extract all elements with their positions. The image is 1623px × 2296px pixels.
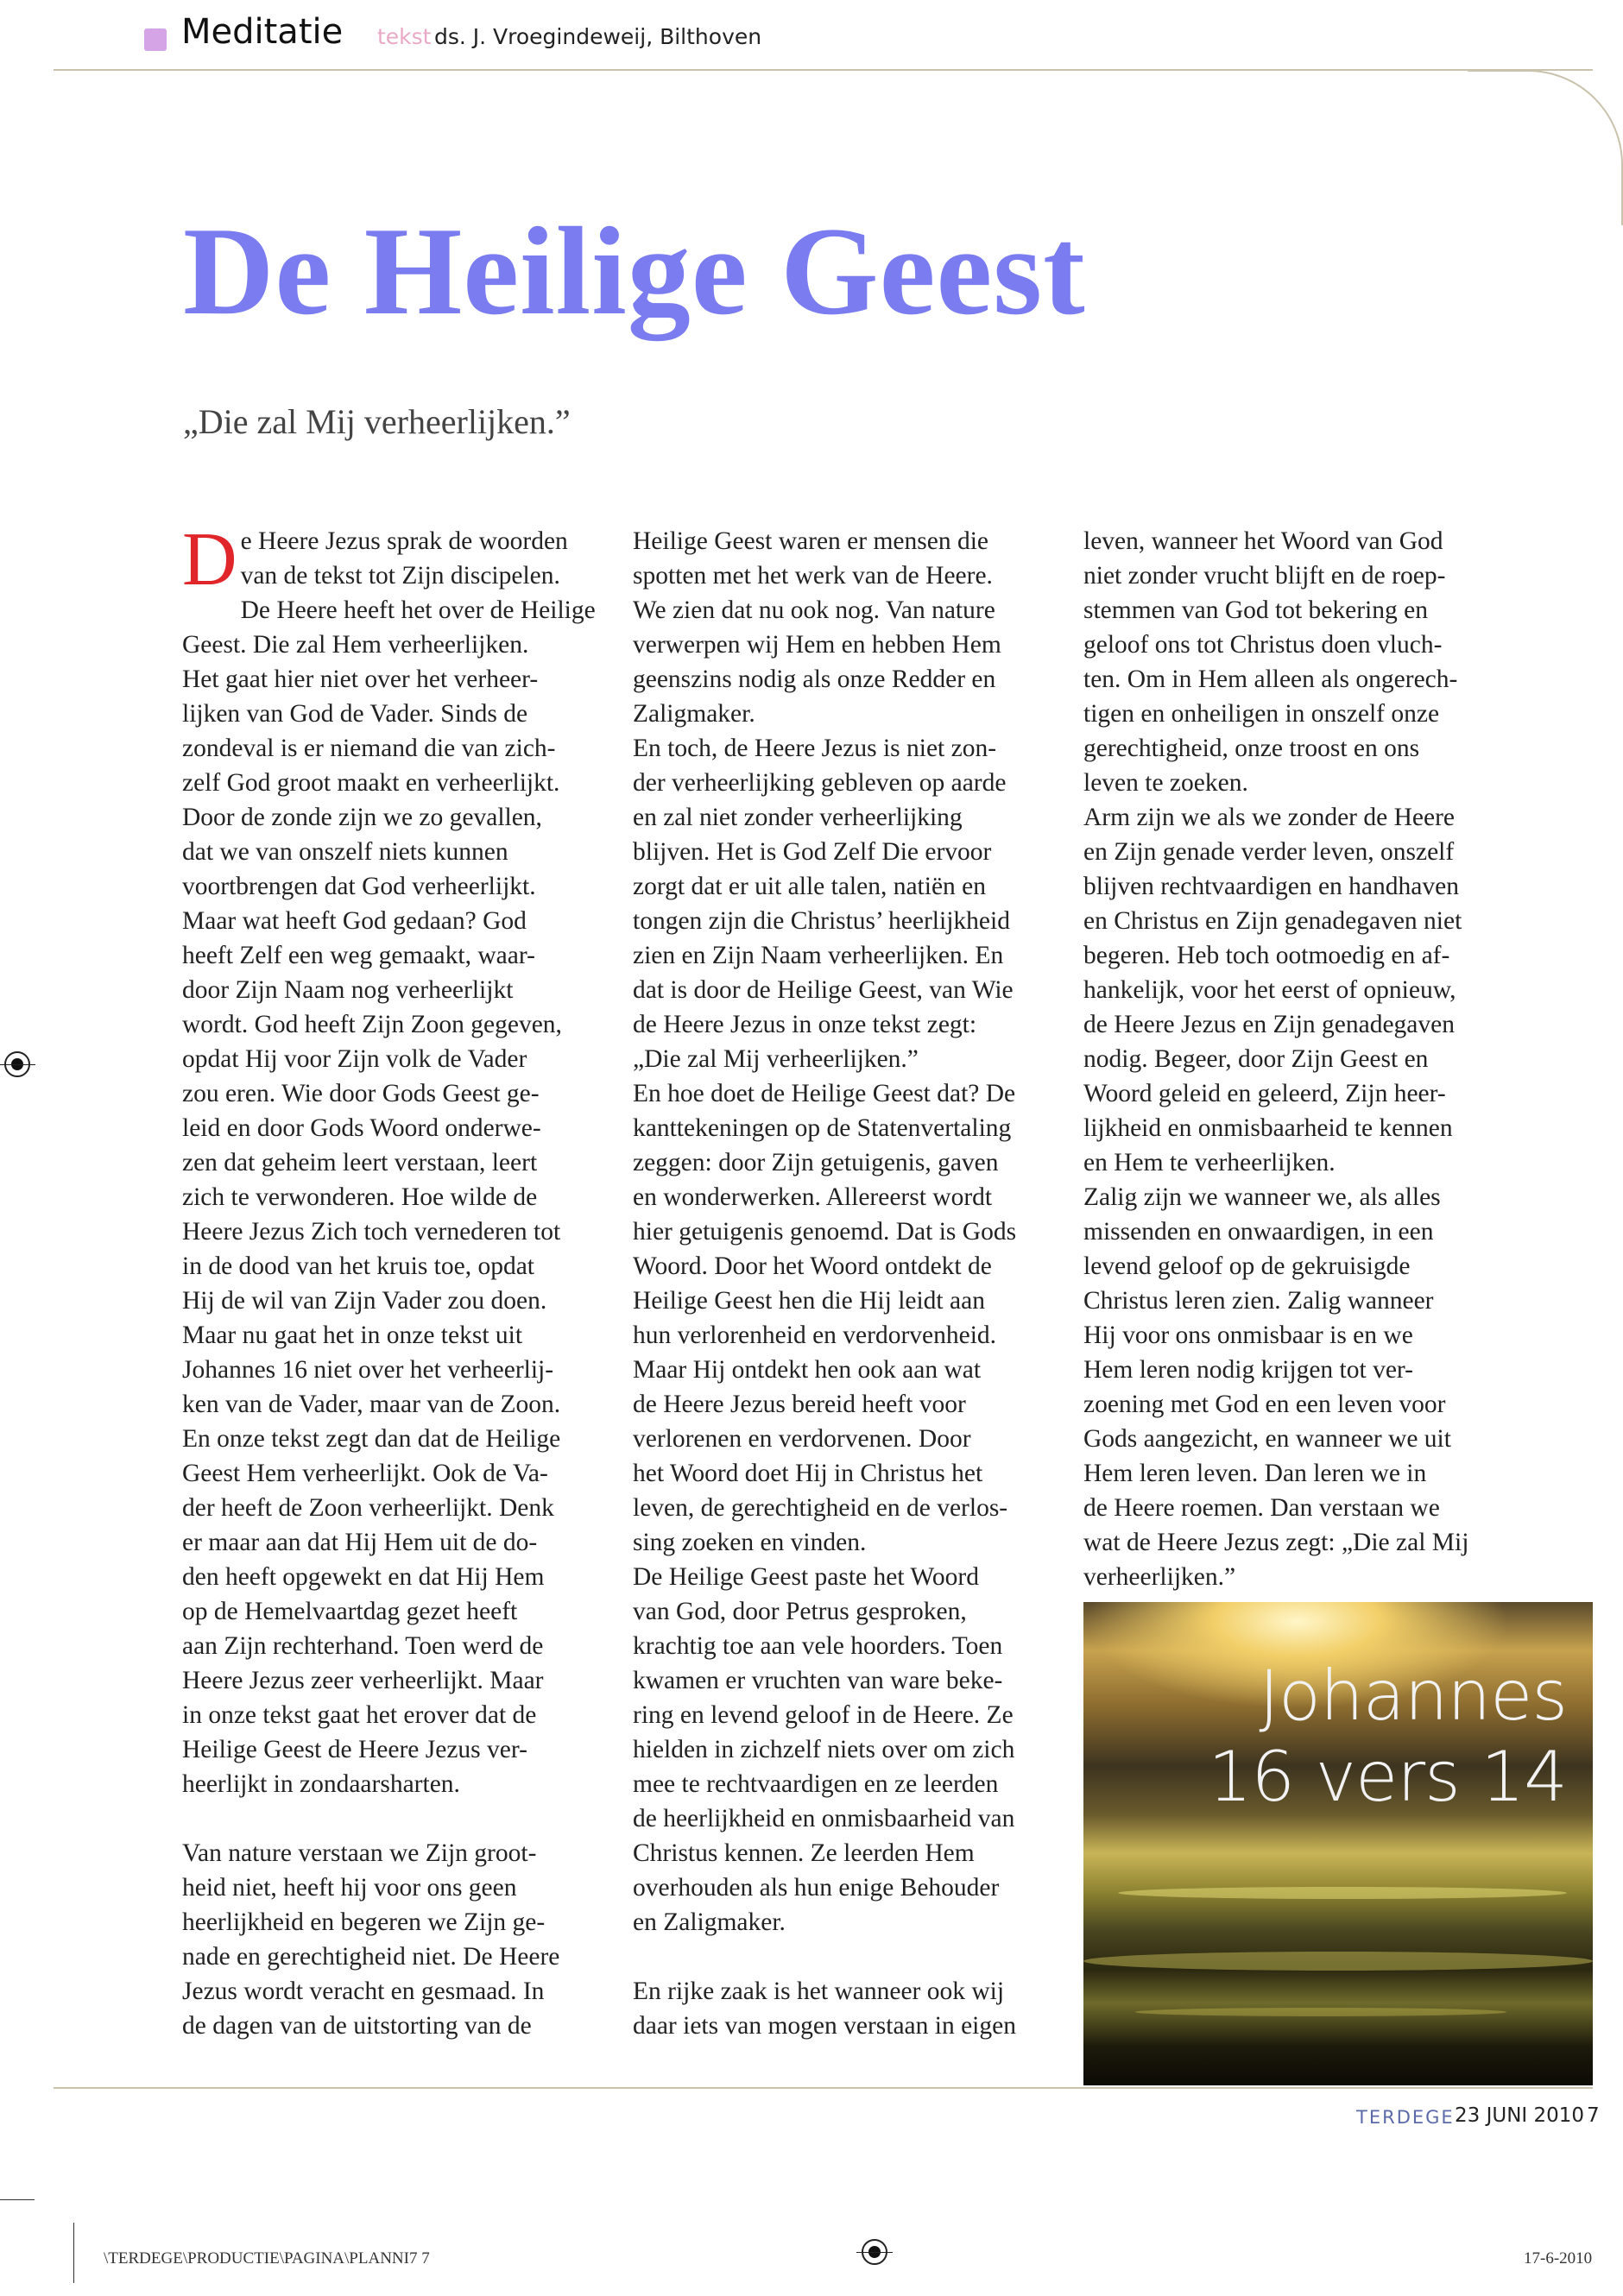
issue-date: 23 JUNI 2010	[1455, 2104, 1585, 2127]
text-line: Johannes 16 niet over het verheerlij-	[182, 1356, 554, 1384]
text-line: De Heere heeft het over de Heilige	[240, 596, 596, 624]
print-slug-date: 17-6-2010	[1524, 2249, 1593, 2268]
text-line: Heilige Geest waren er mensen die	[633, 527, 989, 555]
drop-cap: D	[182, 518, 237, 602]
text-line: Maar wat heeft God gedaan? God	[182, 907, 527, 935]
text-line: e Heere Jezus sprak de woorden	[240, 527, 568, 555]
text-line: Woord. Door het Woord ontdekt de	[633, 1252, 992, 1280]
column-1-paragraph	[182, 518, 605, 1801]
text-line: wordt. God heeft Zijn Zoon gegeven,	[182, 1011, 562, 1038]
registration-mark-icon	[4, 1051, 30, 1077]
text-line: verlorenen en verdorvenen. Door	[633, 1425, 971, 1453]
text-line: ring en levend geloof in de Heere. Ze	[633, 1701, 1014, 1729]
text-line: Gods aangezicht, en wanneer we uit	[1083, 1425, 1451, 1453]
text-line: Hem leren leven. Dan leren we in	[1083, 1460, 1427, 1487]
text-line: Hij voor ons onmisbaar is en we	[1083, 1321, 1413, 1349]
text-line: wat de Heere Jezus zegt: „Die zal Mij	[1083, 1529, 1469, 1556]
column-2-paragraph-2	[633, 1974, 1064, 2043]
text-line: geenszins nodig als onze Redder en	[633, 665, 996, 693]
caption-line-2: 16 vers 14	[1208, 1737, 1567, 1817]
text-line: Geest Hem verheerlijkt. Ook de Va-	[182, 1460, 548, 1487]
column-3-paragraph	[1083, 524, 1532, 1594]
text-line: van God, door Petrus gesproken,	[633, 1598, 967, 1625]
text-line: de dagen van de uitstorting van de	[182, 2012, 532, 2040]
column-1-paragraph-2	[182, 1836, 605, 2043]
text-line: En toch, de Heere Jezus is niet zon-	[633, 735, 997, 762]
text-line: Christus kennen. Ze leerden Hem	[633, 1839, 975, 1867]
text-line: Heilige Geest de Heere Jezus ver-	[182, 1736, 527, 1763]
text-line: en Hem te verheerlijken.	[1083, 1149, 1336, 1176]
crop-mark	[73, 2223, 74, 2283]
text-line: lijkheid en onmisbaarheid te kennen	[1083, 1114, 1453, 1142]
caption-line-1: Johannes	[1259, 1656, 1567, 1736]
text-line: nodig. Begeer, door Zijn Geest en	[1083, 1045, 1429, 1073]
print-slug-path: \TERDEGE\PRODUCTIE\PAGINA\PLANNI7 7	[104, 2249, 430, 2268]
text-line: Arm zijn we als we zonder de Heere	[1083, 804, 1456, 831]
text-line: het Woord doet Hij in Christus het	[633, 1460, 983, 1487]
text-line: Maar Hij ontdekt hen ook aan wat	[633, 1356, 982, 1384]
text-line: krachtig toe aan vele hoorders. Toen	[633, 1632, 1003, 1660]
text-line: de Heere Jezus en Zijn genadegaven	[1083, 1011, 1455, 1038]
article-subtitle: „Die zal Mij verheerlijken.”	[183, 402, 571, 441]
text-line: En rijke zaak is het wanneer ook wij	[633, 1977, 1005, 2005]
sunset-photo	[1083, 1602, 1593, 2085]
text-line: Woord geleid en geleerd, Zijn heer-	[1083, 1080, 1446, 1107]
footer-divider	[54, 2087, 1593, 2089]
text-line: daar iets van mogen verstaan in eigen	[633, 2012, 1016, 2040]
text-line: Het gaat hier niet over het verheer-	[182, 665, 539, 693]
text-line: aan Zijn rechterhand. Toen werd de	[182, 1632, 544, 1660]
text-line: En hoe doet de Heilige Geest dat? De	[633, 1080, 1016, 1107]
text-line: er maar aan dat Hij Hem uit de do-	[182, 1529, 538, 1556]
text-line: de heerlijkheid en onmisbaarheid van	[633, 1805, 1015, 1832]
text-line: dat we van onszelf niets kunnen	[182, 838, 508, 866]
text-line: zou eren. Wie door Gods Geest ge-	[182, 1080, 540, 1107]
text-line: Door de zonde zijn we zo gevallen,	[182, 804, 542, 831]
text-line: op de Hemelvaartdag gezet heeft	[182, 1598, 518, 1625]
text-line: voortbrengen dat God verheerlijkt.	[182, 873, 536, 900]
text-line: der heeft de Zoon verheerlijkt. Denk	[182, 1494, 554, 1522]
text-line: gerechtigheid, onze troost en ons	[1083, 735, 1420, 762]
text-line: de Heere Jezus in onze tekst zegt:	[633, 1011, 977, 1038]
text-line: Zalig zijn we wanneer we, als alles	[1083, 1183, 1441, 1211]
text-line: de Heere roemen. Dan verstaan we	[1083, 1494, 1440, 1522]
text-line: zoening met God en een leven voor	[1083, 1391, 1446, 1418]
text-line: leven, de gerechtigheid en de verlos-	[633, 1494, 1008, 1522]
text-line: sing zoeken en vinden.	[633, 1529, 867, 1556]
text-line: En onze tekst zegt dan dat de Heilige	[182, 1425, 561, 1453]
text-line: en Christus en Zijn genadegaven niet	[1083, 907, 1462, 935]
text-line: zelf God groot maakt en verheerlijkt.	[182, 769, 560, 797]
text-line: heeft Zelf een weg gemaakt, waar-	[182, 942, 535, 969]
text-line: in onze tekst gaat het erover dat de	[182, 1701, 537, 1729]
text-column-2	[633, 524, 1064, 2043]
text-line: overhouden als hun enige Behouder	[633, 1874, 1000, 1902]
text-line: missenden en onwaardigen, in een	[1083, 1218, 1434, 1246]
section-title: Meditatie	[181, 12, 344, 52]
text-line: leven te zoeken.	[1083, 769, 1248, 797]
water-reflection	[1118, 1887, 1567, 1899]
text-line: De Heilige Geest paste het Woord	[633, 1563, 979, 1591]
text-line: zien en Zijn Naam verheerlijken. En	[633, 942, 1004, 969]
text-line: en zal niet zonder verheerlijking	[633, 804, 963, 831]
text-line: zondeval is er niemand die van zich-	[182, 735, 556, 762]
text-line: „Die zal Mij verheerlijken.”	[633, 1045, 919, 1073]
text-line: en Zijn genade verder leven, onszelf	[1083, 838, 1455, 866]
text-label: tekst	[377, 24, 432, 49]
text-line: hier getuigenis genoemd. Dat is Gods	[633, 1218, 1017, 1246]
page-corner-decoration	[1468, 70, 1623, 225]
text-line: opdat Hij voor Zijn volk de Vader	[182, 1045, 527, 1073]
text-line: blijven rechtvaardigen en handhaven	[1083, 873, 1459, 900]
photo-caption	[1187, 1656, 1567, 1818]
text-line: Christus leren zien. Zalig wanneer	[1083, 1287, 1434, 1315]
text-line: nade en gerechtigheid niet. De Heere	[182, 1943, 560, 1971]
text-line: levend geloof op de gekruisigde	[1083, 1252, 1411, 1280]
text-column-3	[1083, 524, 1532, 1594]
text-line: Zaligmaker.	[633, 700, 755, 728]
text-line: Geest. Die zal Hem verheerlijken.	[182, 631, 529, 659]
author-credit: ds. J. Vroegindeweij, Bilthoven	[434, 24, 762, 49]
text-line: spotten met het werk van de Heere.	[633, 562, 993, 590]
text-line: Van nature verstaan we Zijn groot-	[182, 1839, 537, 1867]
text-line: Heere Jezus zeer verheerlijkt. Maar	[182, 1667, 544, 1694]
text-line: Maar nu gaat het in onze tekst uit	[182, 1321, 523, 1349]
text-line: niet zonder vrucht blijft en de roep-	[1083, 562, 1446, 590]
text-line: en Zaligmaker.	[633, 1908, 786, 1936]
header-divider	[54, 69, 1593, 71]
text-line: heerlijkt in zondaarsharten.	[182, 1770, 460, 1798]
text-line: begeren. Heb toch ootmoedig en af-	[1083, 942, 1450, 969]
text-line: zorgt dat er uit alle talen, natiën en	[633, 873, 987, 900]
text-line: de Heere Jezus bereid heeft voor	[633, 1391, 966, 1418]
text-line: tigen en onheiligen in onszelf onze	[1083, 700, 1440, 728]
text-line: verwerpen wij Hem en hebben Hem	[633, 631, 1001, 659]
text-line: en wonderwerken. Allereerst wordt	[633, 1183, 993, 1211]
registration-mark-icon	[862, 2239, 887, 2265]
crop-mark	[0, 2199, 35, 2200]
text-line: hun verlorenheid en verdorvenheid.	[633, 1321, 997, 1349]
water-reflection	[1083, 1952, 1593, 1971]
text-line: kwamen er vruchten van ware beke-	[633, 1667, 1003, 1694]
text-line: blijven. Het is God Zelf Die ervoor	[633, 838, 992, 866]
text-line: We zien dat nu ook nog. Van nature	[633, 596, 995, 624]
text-line: Heere Jezus Zich toch vernederen tot	[182, 1218, 561, 1246]
text-line: kanttekeningen op de Statenvertaling	[633, 1114, 1012, 1142]
text-line: lijken van God de Vader. Sinds de	[182, 700, 528, 728]
magazine-brand: TERDEGE	[1356, 2107, 1455, 2128]
text-line: der verheerlijking gebleven op aarde	[633, 769, 1007, 797]
text-line: dat is door de Heilige Geest, van Wie	[633, 976, 1014, 1004]
text-line: tongen zijn die Christus’ heerlijkheid	[633, 907, 1010, 935]
text-line: Heilige Geest hen die Hij leidt aan	[633, 1287, 985, 1315]
text-line: van de tekst tot Zijn discipelen.	[240, 562, 560, 590]
water-reflection	[1135, 2008, 1506, 2016]
text-line: ten. Om in Hem alleen als ongerech-	[1083, 665, 1458, 693]
text-line: zich te verwonderen. Hoe wilde de	[182, 1183, 538, 1211]
text-line: leid en door Gods Woord onderwe-	[182, 1114, 541, 1142]
column-2-paragraph	[633, 524, 1064, 1940]
text-line: stemmen van God tot bekering en	[1083, 596, 1428, 624]
text-line: verheerlijken.”	[1083, 1563, 1236, 1591]
text-line: zen dat geheim leert verstaan, leert	[182, 1149, 538, 1176]
page-number: 7	[1587, 2104, 1600, 2127]
section-marker-icon	[144, 28, 167, 51]
text-line: den heeft opgewekt en dat Hij Hem	[182, 1563, 545, 1591]
text-line: hankelijk, voor het eerst of opnieuw,	[1083, 976, 1456, 1004]
text-line: zeggen: door Zijn getuigenis, gaven	[633, 1149, 999, 1176]
text-line: ken van de Vader, maar van de Zoon.	[182, 1391, 561, 1418]
text-line: hielden in zichzelf niets over om zich	[633, 1736, 1015, 1763]
text-line: in de dood van het kruis toe, opdat	[182, 1252, 535, 1280]
text-line: Hij de wil van Zijn Vader zou doen.	[182, 1287, 547, 1315]
text-line: geloof ons tot Christus doen vluch-	[1083, 631, 1443, 659]
article-title: De Heilige Geest	[183, 201, 1086, 341]
text-line: leven, wanneer het Woord van God	[1083, 527, 1443, 555]
text-line: heid niet, heeft hij voor ons geen	[182, 1874, 517, 1902]
text-line: heerlijkheid en begeren we Zijn ge-	[182, 1908, 546, 1936]
text-column-1	[182, 518, 605, 2043]
text-line: Jezus wordt veracht en gesmaad. In	[182, 1977, 545, 2005]
text-line: Hem leren nodig krijgen tot ver-	[1083, 1356, 1413, 1384]
text-line: door Zijn Naam nog verheerlijkt	[182, 976, 514, 1004]
text-line: mee te rechtvaardigen en ze leerden	[633, 1770, 999, 1798]
